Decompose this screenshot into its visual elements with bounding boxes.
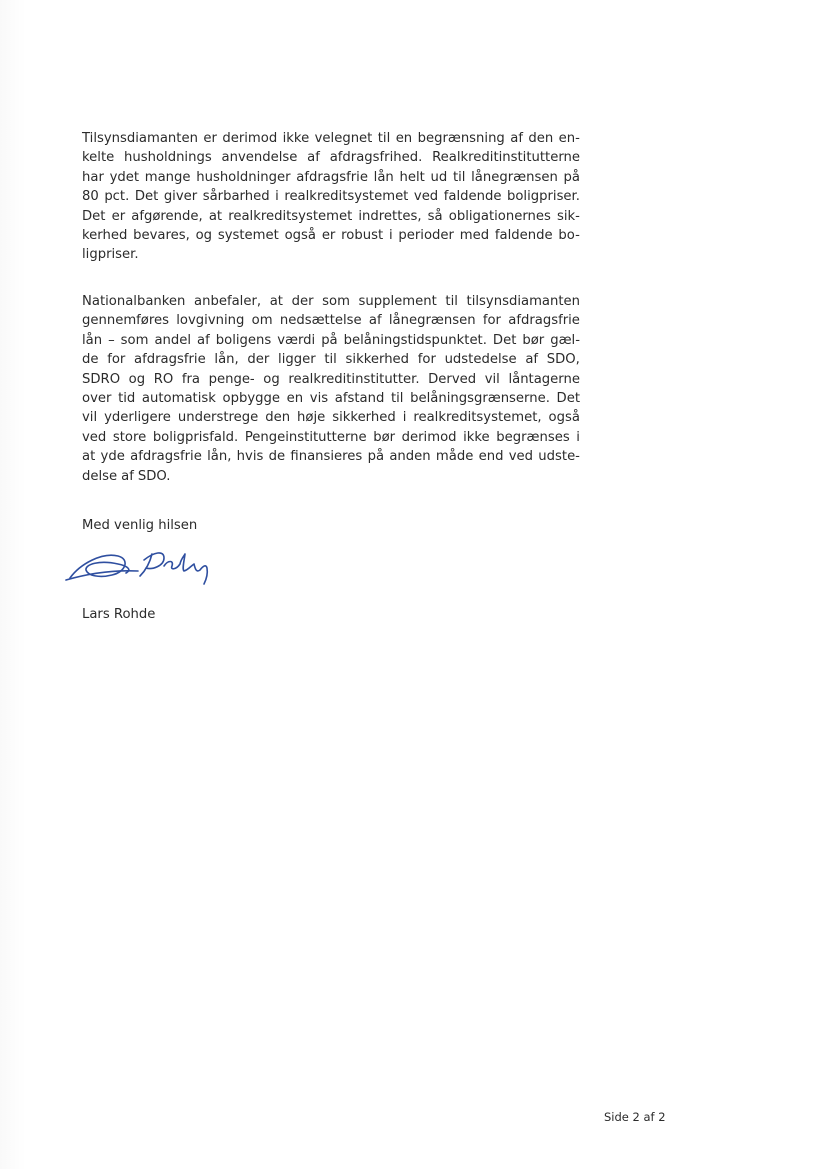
paragraph-line: ligpriser. [82, 247, 139, 263]
paragraph-line: vil yderligere understrege den høje sikkerhed i realkreditsystemet, også [82, 410, 580, 426]
scan-edge-shadow [0, 0, 26, 1169]
paragraph-line: Det er afgørende, at realkreditsystemet indrettes, så obligationernes sik- [82, 208, 580, 224]
paragraph-line: SDRO og RO fra penge- og realkreditinstitutter. Derved vil låntagerne [82, 371, 580, 387]
paragraph-line: Nationalbanken anbefaler, at der som supplement til tilsynsdiamanten [82, 294, 580, 309]
paragraph-line: de for afdragsfrie lån, der ligger til sikkerhed for udstedelse af SDO, [82, 352, 580, 368]
signatory-name: Lars Rohde [82, 607, 156, 622]
handwritten-signature [60, 540, 220, 590]
paragraph-recommendation [82, 292, 580, 486]
paragraph-supervisory-diamond [82, 129, 580, 265]
page-number: Side 2 af 2 [604, 1110, 666, 1124]
paragraph-line: delse af SDO. [82, 468, 171, 484]
paragraph-line: lån – som andel af boligens værdi på belåningstidspunktet. Det bør gæl- [82, 332, 580, 348]
closing-greeting: Med venlig hilsen [82, 518, 198, 533]
paragraph-line: har ydet mange husholdninger afdragsfrie lån helt ud til lånegrænsen på [82, 169, 580, 185]
paragraph-line: at yde afdragsfrie lån, hvis de finansieres på anden måde end ved udste- [82, 449, 580, 465]
paragraph-line: 80 pct. Det giver sårbarhed i realkreditsystemet ved faldende boligpriser. [82, 189, 580, 205]
paragraph-line: over tid automatisk opbygge en vis afstand til belåningsgrænserne. Det [82, 390, 580, 406]
paragraph-line: kerhed bevares, og systemet også er robust i perioder med faldende bo- [82, 227, 580, 243]
paragraph-line: gennemføres lovgivning om nedsættelse af lånegrænsen for afdragsfrie [82, 313, 580, 329]
paragraph-line: Tilsynsdiamanten er derimod ikke velegnet til en begrænsning af den en- [82, 131, 580, 146]
signature-strokes [66, 553, 207, 584]
paragraph-line: ved store boligprisfald. Pengeinstitutterne bør derimod ikke begrænses i [82, 429, 580, 445]
paragraph-line: kelte husholdnings anvendelse af afdragsfrihed. Realkreditinstitutterne [82, 150, 580, 166]
